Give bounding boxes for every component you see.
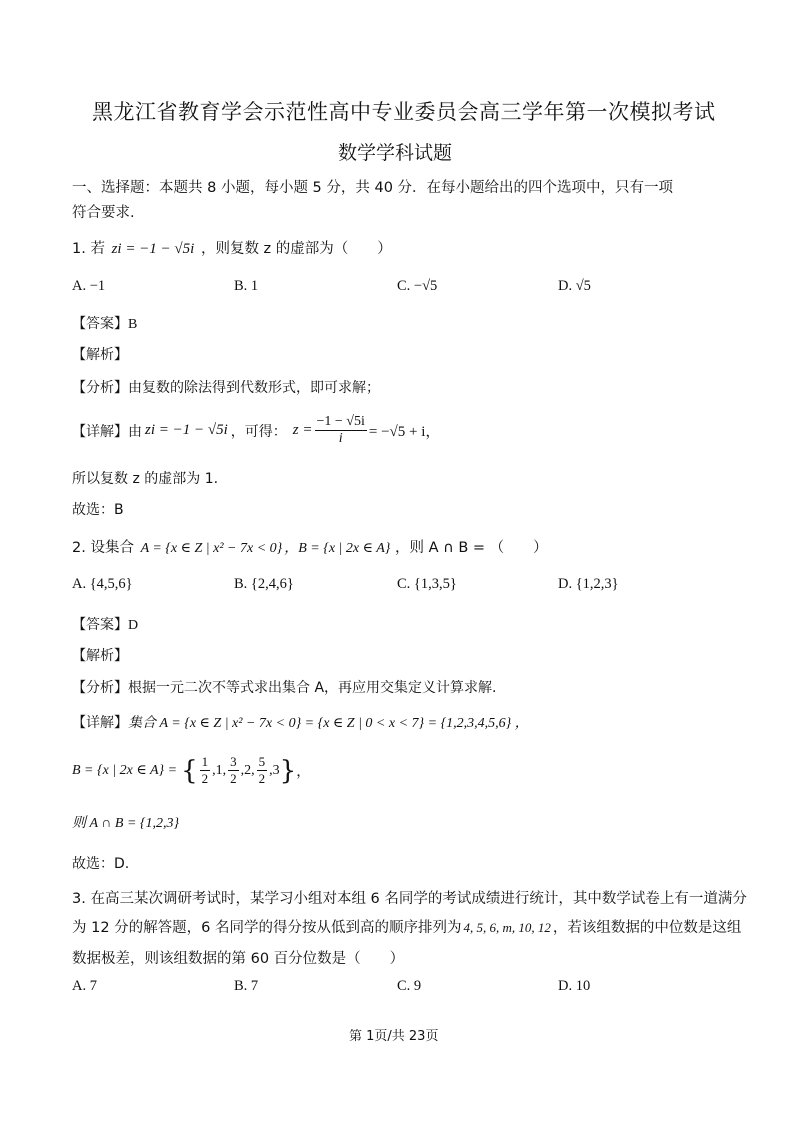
detail-tag: 【详解】	[72, 715, 128, 731]
right-brace: }	[279, 755, 297, 786]
detail-result: = −√5 + i，	[368, 424, 441, 440]
answer-value: B	[128, 317, 138, 332]
z-symbol: z =	[292, 422, 313, 438]
q2-detail-line3: 则 A ∩ B = {1,2,3}	[72, 816, 180, 831]
q3-line3: 数据极差，则该组数据的第 60 百分位数是（ ）	[72, 951, 405, 967]
q2-option-d: D. {1,2,3}	[558, 576, 619, 592]
q1-stem	[72, 237, 392, 258]
set-element: 3	[272, 762, 280, 778]
page-footer: 第 1页/共 23页	[349, 1029, 439, 1044]
fenxi-tag: 【分析】	[72, 380, 128, 396]
detail-line2-pre: B = {x | 2x ∈ A} =	[72, 763, 178, 778]
q1-analysis-tag: 【解析】	[72, 347, 128, 363]
fenxi-tag: 【分析】	[72, 680, 128, 696]
fraction-denominator: i	[338, 431, 343, 446]
detail-tag: 【详解】	[72, 423, 128, 440]
detail-mid: ，可得：	[230, 423, 287, 440]
q2-set-b: ，B = {x | 2x ∈ A}	[284, 541, 391, 556]
q1-choice: 故选：B	[72, 502, 124, 518]
section-instructions-line1: 一、选择题：本题共 8 小题，每小题 5 分，共 40 分．在每小题给出的四个选项中，只有一项	[72, 180, 674, 196]
section-instructions-line2: 符合要求.	[72, 205, 135, 221]
q2-choice: 故选：D.	[72, 856, 130, 872]
q1-stem-tail: ，则复数 z 的虚部为（ ）	[200, 241, 392, 257]
q1-option-b: B. 1	[234, 278, 259, 294]
fenxi-text: 由复数的除法得到代数形式，即可求解；	[128, 380, 380, 396]
q2-detail-line1	[72, 712, 529, 732]
q1-option-a: A. −1	[72, 278, 106, 294]
set-element: 2	[244, 762, 252, 778]
q1-conclusion: 所以复数 z 的虚部为 1.	[72, 471, 219, 487]
q3-line1: 3. 在高三某次调研考试时，某学习小组对本组 6 名同学的考试成绩进行统计，其中数学试卷上有一道满分	[72, 891, 747, 907]
fenxi-text: 根据一元二次不等式求出集合 A，再应用交集定义计算求解.	[128, 680, 497, 696]
q3-line2	[72, 916, 741, 937]
q2-answer	[72, 614, 138, 634]
q3-option-c: C. 9	[397, 978, 422, 994]
detail-fraction	[315, 414, 367, 447]
q3-line2-pre: 为 12 分的解答题，6 名同学的得分按从低到高的顺序排列为	[72, 920, 462, 936]
subject-title: 数学学科试题	[338, 142, 453, 164]
set-element: $\frac{5}{2}$	[258, 754, 266, 786]
q1-answer	[72, 313, 137, 333]
q2-detail-line2: B = {x | 2x ∈ A} = { $\frac{1}{2}$ , 1 , $\frac{3}{2}$ , 2 , $\frac{5}{2}$ , 3 } ，	[72, 754, 311, 786]
q1-option-d: D. √5	[558, 278, 591, 294]
detail-equation: zi = −1 − √5i	[145, 422, 228, 438]
left-brace: {	[181, 755, 198, 786]
q1-detail	[72, 414, 440, 447]
answer-tag: 【答案】	[72, 617, 128, 633]
q2-set-a: A = {x ∈ Z | x² − 7x < 0}	[140, 541, 283, 556]
q2-fenxi	[72, 677, 496, 697]
detail-pre: 由	[128, 423, 142, 440]
q2-analysis-tag: 【解析】	[72, 648, 128, 664]
answer-tag: 【答案】	[72, 316, 128, 332]
fraction-numerator: −1 − √5i	[316, 414, 365, 429]
q2-option-a: A. {4,5,6}	[72, 576, 133, 592]
q3-option-a: A. 7	[72, 978, 97, 994]
set-element: $\frac{1}{2}$	[201, 754, 209, 786]
q2-option-c: C. {1,3,5}	[397, 576, 457, 592]
exam-title: 黑龙江省教育学会示范性高中专业委员会高三学年第一次模拟考试	[92, 100, 716, 124]
set-element: 1	[215, 762, 223, 778]
detail-line2-tail: ，	[296, 763, 311, 780]
detail-line1-text: 集合 A = {x ∈ Z | x² − 7x < 0} = {x ∈ Z | 0 < x < 7} = {1,2,3,4,5,6} ，	[128, 716, 529, 731]
q1-option-c: C. −√5	[397, 278, 438, 294]
q2-option-b: B. {2,4,6}	[234, 576, 294, 592]
q1-number: 1. 若	[72, 241, 105, 257]
q3-sequence: 4, 5, 6, m, 10, 12	[463, 920, 551, 935]
q3-option-b: B. 7	[234, 978, 259, 994]
q3-option-d: D. 10	[558, 978, 591, 994]
q2-stem	[72, 536, 548, 557]
q2-stem-tail: ，则 A ∩ B = （ ）	[395, 540, 548, 556]
set-element: $\frac{3}{2}$	[230, 754, 237, 786]
answer-value: D	[128, 618, 139, 633]
q2-stem-pre: 2. 设集合	[72, 540, 134, 556]
q1-equation: zi = −1 − √5i	[111, 241, 195, 257]
q3-line2-tail: ，若该组数据的中位数是这组	[552, 920, 742, 936]
q1-fenxi	[72, 377, 380, 397]
